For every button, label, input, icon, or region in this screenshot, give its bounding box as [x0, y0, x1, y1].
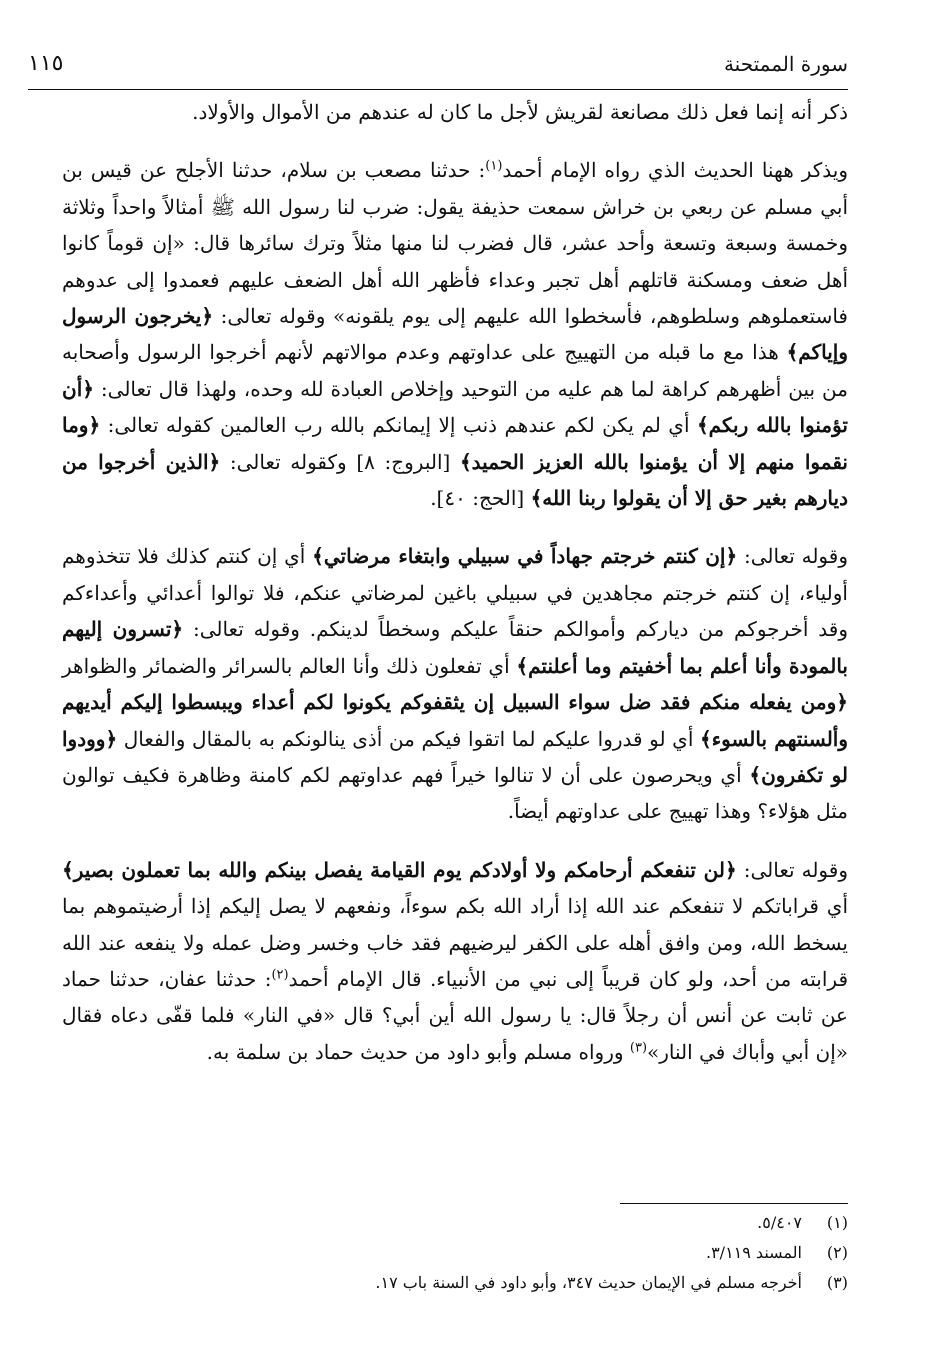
quran-quote: ﴿وما نقموا منهم إلا أن يؤمنوا بالله العزيز الحميد﴾ [62, 413, 848, 474]
footnote-rule [620, 1203, 848, 1204]
footnote [62, 1208, 848, 1238]
text-segment: أي ويحرصون على أن لا تنالوا خيراً فهم عداوتهم لكم كامنة وظاهرة فكيف توالون مثل هؤلاء؟ وهذا تهييج على عداوتهم أيضاً. [62, 762, 848, 824]
text-segment: [الحج: ٤٠]. [430, 486, 531, 511]
quran-quote: ﴿ومن يفعله منكم فقد ضل سواء السبيل إن يثقفوكم يكونوا لكم أعداء ويبسطوا إليكم أيديهم وألسنتهم بالسوء﴾ [62, 690, 849, 751]
text-segment: هذا مع ما قبله من التهييج على عداوتهم وعدم موالاتهم لأنهم أخرجوا الرسول وأصحابه من بين أظهرهم كراهة لما هم عليه من التوحيد وإخلاص العبادة لله وحده، ولهذا قال تعالى: [62, 340, 848, 401]
footnotes [62, 1208, 848, 1298]
paragraph [62, 94, 848, 130]
footnote-text: المسند ٣/١١٩. [705, 1243, 802, 1262]
text-segment: أي لو قدروا عليكم لما اتقوا فيكم من أذى ينالونكم به بالمقال والفعال [117, 726, 700, 751]
text-segment: [البروج: ٨] وكقوله تعالى: [220, 449, 460, 474]
text-segment: أي قراباتكم لا تنفعكم عند الله إذا أراد الله بكم سوءاً، ونفعهم لا يصل إليكم إذا أرضيتموهم بما يسخط الله، ومن وافق أهله على الكفر ليرضيهم فقد خاب وخسر وضل عمله ولا ينفعه عند الله قرابته من أحد، ولو كان قريباً إلى نبي من الأنبياء. قال الإمام أحمد [62, 894, 848, 991]
text-segment: : حدثنا عفان، حدثنا حماد عن ثابت عن أنس أن رجلاً قال: يا رسول الله أين أبي؟ قال «في النار» فلما قفّى دعاه فقال «إن أبي وأباك في النار» [62, 966, 848, 1064]
text-segment: ورواه مسلم وأبو داود من حديث حماد بن سلمة به. [206, 1039, 630, 1064]
body-text [62, 94, 848, 1070]
footnote-number: (٣) [826, 1273, 848, 1292]
paragraph [62, 152, 848, 516]
footnote-ref: (١) [485, 158, 503, 174]
paragraph-gap [62, 830, 848, 852]
text-segment: ذكر أنه إنما فعل ذلك مصانعة لقريش لأجل ما كان له عندهم من الأموال والأولاد. [192, 100, 848, 124]
footnote-number: (٢) [826, 1243, 848, 1262]
footnote-ref: (٢) [271, 967, 289, 983]
footnote [62, 1238, 848, 1268]
paragraph [62, 538, 848, 829]
quran-quote: ﴿إن كنتم خرجتم جهاداً في سبيلي وابتغاء مرضاتي﴾ [312, 544, 738, 569]
paragraph [62, 852, 848, 1070]
text-segment: أي تفعلون ذلك وأنا العالم بالسرائر والضمائر والظواهر [62, 653, 517, 678]
text-segment: أي إن كنتم كذلك فلا تتخذوهم أولياء، إن كنتم خرجتم مجاهدين في سبيلي باغين لمرضاتي عنكم، فلا توالوا أعدائي وأعداءكم وقد أخرجوكم من دياركم وأموالكم حنقاً عليكم وسخطاً لدينكم. وقوله تعالى: [62, 544, 848, 642]
footnote [62, 1268, 848, 1298]
footnote-ref: (٣) [629, 1040, 648, 1056]
quran-quote: ﴿لن تنفعكم أرحامكم ولا أولادكم يوم القيامة يفصل بينكم والله بما تعملون بصير﴾ [62, 857, 737, 882]
quran-quote: ﴿تسرون إليهم بالمودة وأنا أعلم بما أخفيتم وما أعلنتم﴾ [62, 617, 848, 678]
quran-quote: ﴿يخرجون الرسول وإياكم﴾ [62, 304, 848, 365]
running-header [28, 44, 848, 90]
surah-title: سورة الممتحنة [723, 52, 848, 76]
page-number: ١١٥ [28, 51, 64, 76]
text-segment: : حدثنا مصعب بن سلام، حدثنا الأجلح عن قيس بن أبي مسلم عن ربعي بن خراش سمعت حذيفة يقول: ضرب لنا رسول الله ﷺ أمثالاً واحداً وثلاثة وخمسة وسبعة وتسعة وأحد عشر، قال فضرب لنا منها مثلاً وترك سائرها قال: «إن قوماً كانوا أهل ضعف ومسكنة قاتلهم أهل تجبر وعداء فأظهر الله أهل الضعف عليهم فعمدوا إلى عدوهم فاستعملوهم وسلطوهم، فأسخطوا الله عليهم إلى يوم يلقونه» وقوله تعالى: [62, 158, 848, 329]
paragraph-gap [62, 130, 848, 152]
footnote-number: (١) [826, 1213, 848, 1232]
quran-quote: ﴿الذين أخرجوا من ديارهم بغير حق إلا أن يقولوا ربنا الله﴾ [62, 449, 848, 511]
quran-quote: ﴿أن تؤمنوا بالله ربكم﴾ [62, 376, 848, 438]
text-segment: ويذكر ههنا الحديث الذي رواه الإمام أحمد [502, 158, 848, 183]
header-rule [28, 89, 848, 90]
footnote-text: أخرجه مسلم في الإيمان حديث ٣٤٧، وأبو داود في السنة باب ١٧. [375, 1273, 802, 1292]
text-segment: وقوله تعالى: [737, 544, 848, 569]
paragraph-gap [62, 516, 848, 538]
footnote-text: ٥/٤٠٧. [757, 1213, 802, 1232]
text-segment: أي لم يكن لكم عندهم ذنب إلا إيمانكم بالله رب العالمين كقوله تعالى: [100, 413, 697, 438]
quran-quote: ﴿وودوا لو تكفرون﴾ [62, 726, 848, 787]
text-segment: وقوله تعالى: [736, 857, 848, 882]
